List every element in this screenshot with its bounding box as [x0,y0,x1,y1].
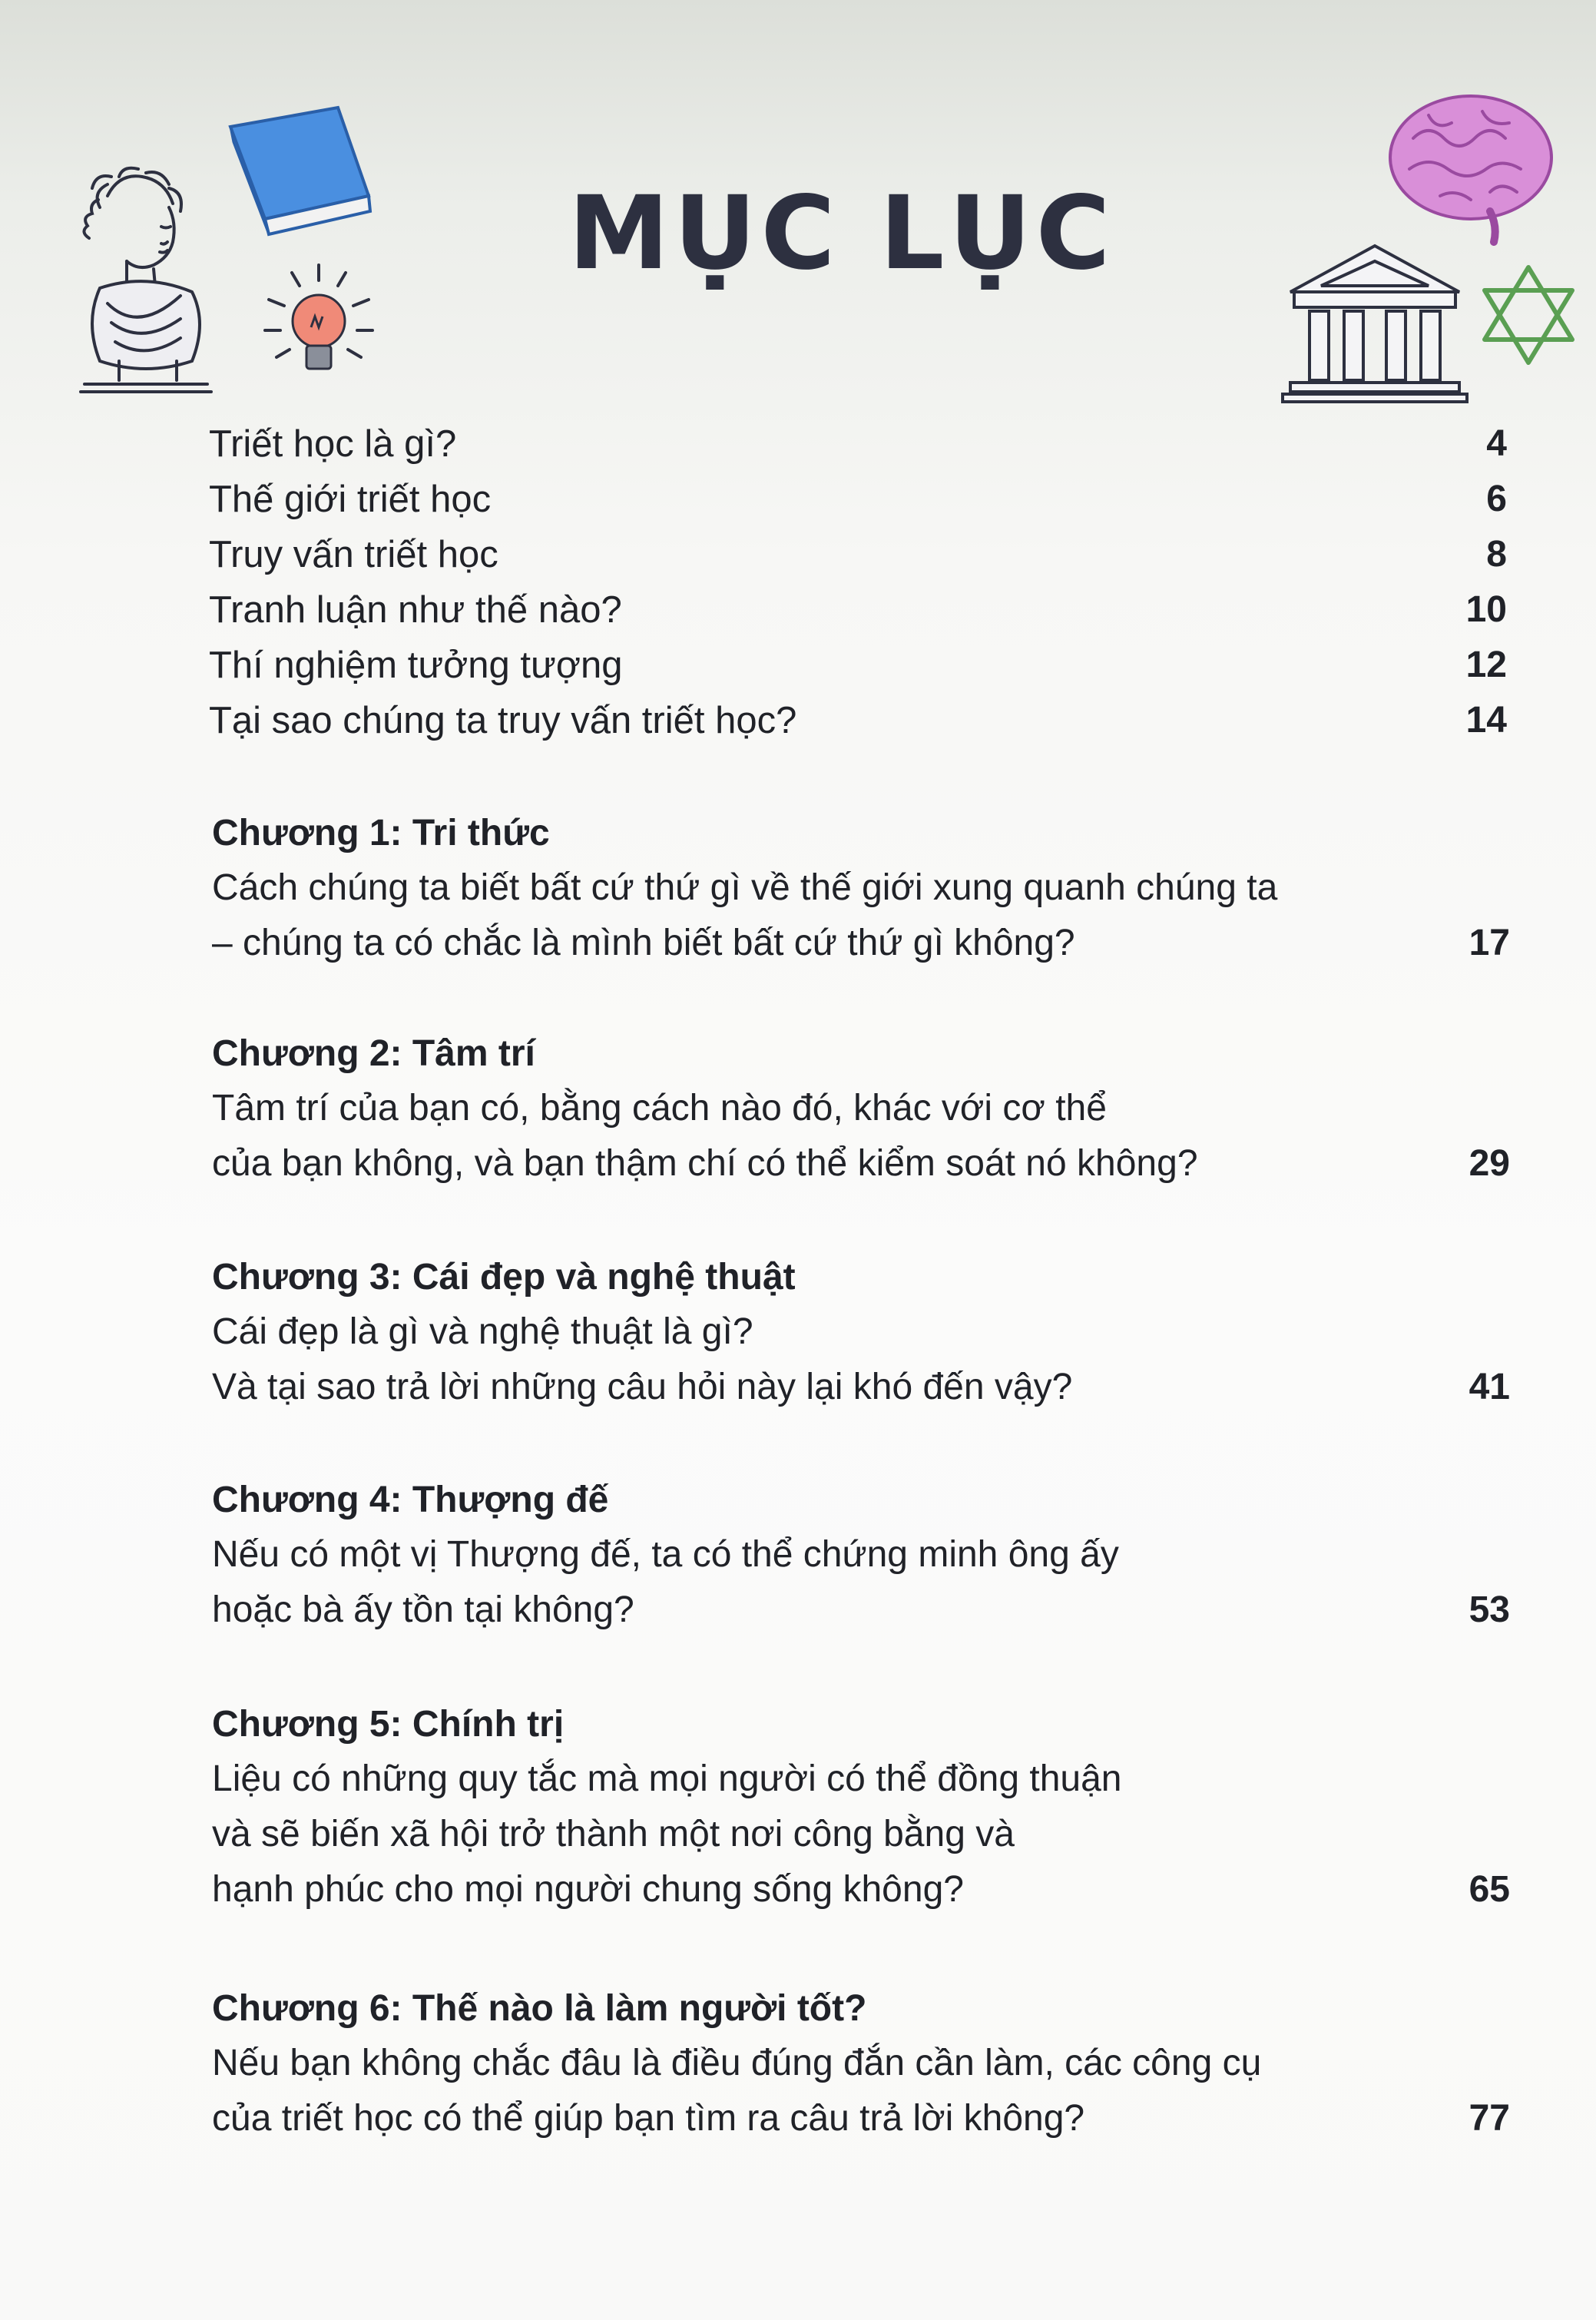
chapter-description-line: Nếu bạn không chắc đâu là điều đúng đắn cần làm, các công cụ [212,2043,1262,2083]
chapter-heading: Chương 2: Tâm trí [212,1033,535,1074]
toc-page-number: 12 [1465,645,1507,685]
toc-page-number: 14 [1465,700,1507,741]
toc-page-number: 41 [1469,1367,1510,1407]
toc-chapter-5[interactable] [212,1698,1510,1917]
toc-page-number: 65 [1469,1869,1510,1910]
toc-chapter-4[interactable] [212,1473,1510,1638]
toc-page-number: 17 [1469,923,1510,963]
toc-item-title: Triết học là gì? [209,423,457,465]
chapter-description-line: hạnh phúc cho mọi người chung sống không? [212,1869,964,1910]
chapter-heading: Chương 6: Thế nào là làm người tốt? [212,1988,867,2029]
toc-intro-item[interactable] [209,419,1507,469]
toc-page-number: 4 [1486,423,1507,464]
toc-chapter-6[interactable] [212,1982,1510,2146]
star-of-david-icon [1478,261,1578,369]
book-icon [223,104,376,242]
chapter-description-line: – chúng ta có chắc là mình biết bất cứ thứ gì không? [212,923,1075,963]
toc-page-number: 77 [1469,2098,1510,2139]
chapter-description-line: Tâm trí của bạn có, bằng cách nào đó, khác với cơ thể [212,1088,1107,1129]
brain-icon [1382,85,1559,246]
chapter-description-line: Nếu có một vị Thượng đế, ta có thể chứng minh ông ấy [212,1534,1119,1575]
toc-chapter-1[interactable] [212,807,1510,971]
toc-intro-item[interactable] [209,474,1507,525]
chapter-description-line: Và tại sao trả lời những câu hỏi này lại khó đến vậy? [212,1367,1073,1407]
statue-bust-icon [54,154,230,407]
page-title: MỤC LỤC [568,174,1115,293]
chapter-description-line: Cách chúng ta biết bất cứ thứ gì về thế giới xung quanh chúng ta [212,867,1278,908]
toc-intro-item[interactable] [209,529,1507,580]
chapter-description-line: của bạn không, và bạn thậm chí có thể kiểm soát nó không? [212,1143,1198,1184]
toc-item-title: Thí nghiệm tưởng tượng [209,645,623,686]
chapter-description-line: Cái đẹp là gì và nghệ thuật là gì? [212,1311,753,1352]
chapter-description-line: Liệu có những quy tắc mà mọi người có thể đồng thuận [212,1758,1122,1799]
toc-page-number: 10 [1465,589,1507,630]
temple-icon [1279,238,1471,407]
chapter-description-line: và sẽ biến xã hội trở thành một nơi công bằng và [212,1814,1015,1854]
toc-page-number: 8 [1486,534,1507,575]
toc-chapter-3[interactable] [212,1251,1510,1415]
chapter-heading: Chương 4: Thượng đế [212,1480,609,1520]
toc-item-title: Truy vấn triết học [209,534,498,575]
toc-page-number: 6 [1486,479,1507,519]
chapter-heading: Chương 3: Cái đẹp và nghệ thuật [212,1257,796,1298]
toc-page-number: 29 [1469,1143,1510,1184]
chapter-description-line: của triết học có thể giúp bạn tìm ra câu trả lời không? [212,2098,1085,2139]
chapter-heading: Chương 5: Chính trị [212,1704,565,1745]
toc-item-title: Tại sao chúng ta truy vấn triết học? [209,700,797,741]
toc-intro-item[interactable] [209,640,1507,691]
toc-intro-item[interactable] [209,585,1507,635]
toc-chapter-2[interactable] [212,1027,1510,1191]
toc-page-number: 53 [1469,1589,1510,1630]
chapter-heading: Chương 1: Tri thức [212,813,550,853]
chapter-description-line: hoặc bà ấy tồn tại không? [212,1589,634,1630]
lightbulb-icon [257,261,380,392]
toc-item-title: Thế giới triết học [209,479,492,520]
toc-item-title: Tranh luận như thế nào? [209,589,622,631]
toc-intro-item[interactable] [209,695,1507,746]
